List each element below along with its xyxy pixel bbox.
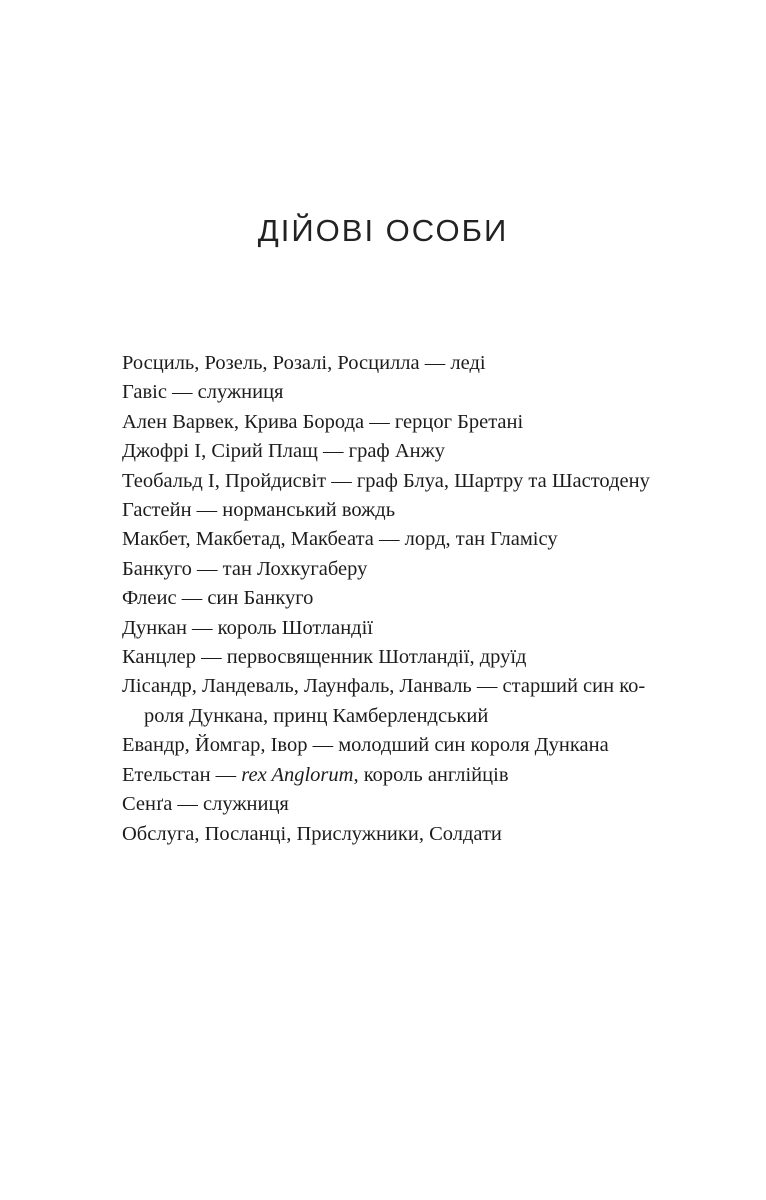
cast-item: Ален Варвек, Крива Борода — герцог Бретані	[122, 410, 524, 433]
cast-item: Гавіс — служниця	[122, 381, 284, 404]
cast-item-name: Етельстан —	[122, 763, 242, 786]
cast-item-latin-title: rex Anglorum	[241, 763, 354, 786]
cast-item-role: , король англійців	[353, 763, 509, 786]
cast-item-line-1: Лісандр, Ландеваль, Лаунфаль, Ланваль — старший син ко-	[122, 675, 646, 698]
page-title: ДІЙОВІ ОСОБИ	[257, 213, 509, 248]
cast-item: Флеис — син Банкуго	[122, 587, 314, 610]
cast-item	[122, 672, 682, 731]
cast-item: Обслуга, Посланці, Прислужники, Солдати	[122, 822, 502, 845]
cast-item	[122, 761, 682, 790]
cast-item: Макбет, Макбетад, Макбеата — лорд, тан Гламісу	[122, 528, 558, 551]
cast-item: Канцлер — первосвященник Шотландії, друїд	[122, 646, 527, 669]
cast-item: Банкуго — тан Лохкугаберу	[122, 557, 368, 580]
cast-item: Дункан — король Шотландії	[122, 616, 374, 639]
cast-item: Сенґа — служниця	[122, 793, 289, 816]
cast-item: Евандр, Йомгар, Івор — молодший син короля Дункана	[122, 734, 609, 757]
cast-item-line-2: роля Дункана, принц Камберлендський	[144, 704, 489, 727]
cast-item: Теобальд І, Пройдисвіт — граф Блуа, Шартру та Шастодену	[122, 469, 650, 492]
cast-list	[122, 349, 682, 849]
cast-item: Росциль, Розель, Розалі, Росцилла — леді	[122, 352, 486, 374]
cast-item: Джофрі І, Сірий Плащ — граф Анжу	[122, 440, 446, 463]
cast-item: Гастейн — норманський вождь	[122, 499, 396, 522]
